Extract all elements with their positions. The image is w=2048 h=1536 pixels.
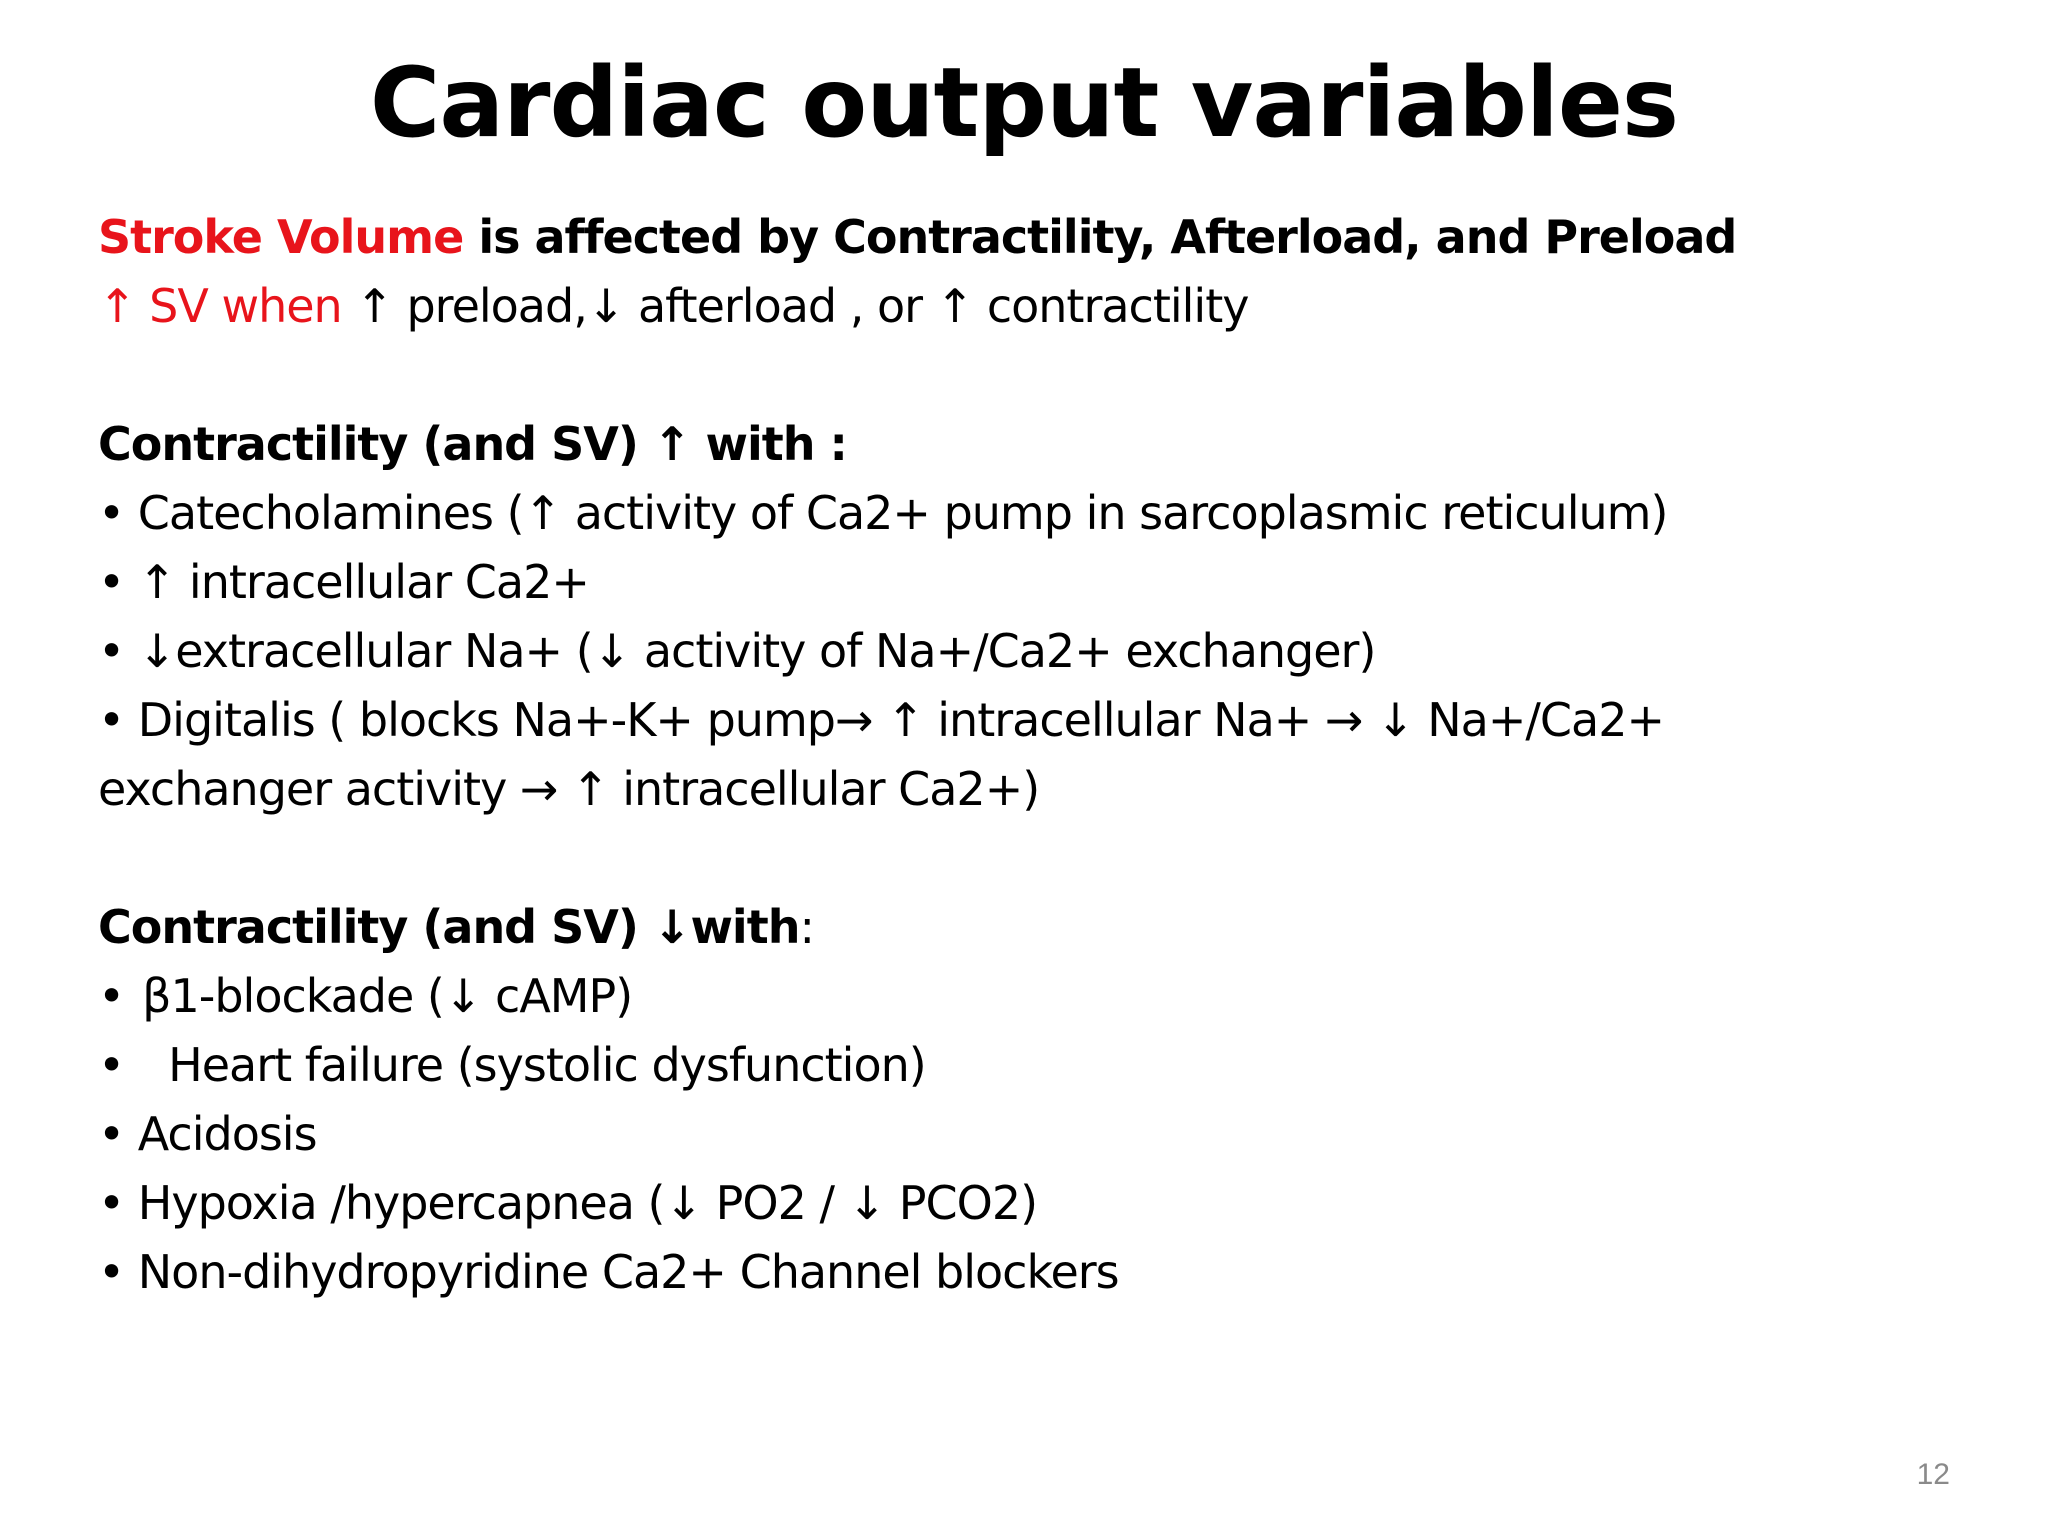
- decrease-heading-colon: :: [799, 900, 814, 954]
- decrease-item-text: Non-dihydropyridine Ca2+ Channel blockers: [137, 1245, 1119, 1299]
- increase-item-digitalis: • Digitalis ( blocks Na+-K+ pump→ ↑ intracellular Na+ → ↓ Na+/Ca2+: [98, 693, 1665, 747]
- slide-title: Cardiac output variables: [369, 47, 1679, 159]
- bullet: •: [98, 1245, 125, 1299]
- decrease-heading: [98, 893, 1978, 962]
- sv-affected-text: is affected by Contractility, Afterload, and Preload: [463, 210, 1737, 264]
- decrease-item-text: Hypoxia /hypercapnea (↓ PO2 / ↓ PCO2): [137, 1176, 1038, 1230]
- increase-item-extracellular-na: • ↓extracellular Na+ (↓ activity of Na+/Ca2+ exchanger): [98, 624, 1376, 678]
- increase-heading: Contractility (and SV) ↑ with :: [98, 417, 847, 471]
- sv-when-line: [98, 272, 1978, 341]
- increase-item-digitalis-continued: exchanger activity → ↑ intracellular Ca2+): [98, 762, 1040, 816]
- decrease-item-text: Heart failure (systolic dysfunction): [168, 1038, 926, 1092]
- decrease-item-beta-blockade: [98, 962, 1978, 1031]
- decrease-item-ca-channel-blockers: [98, 1238, 1978, 1307]
- increase-item-catecholamines: • Catecholamines (↑ activity of Ca2+ pump in sarcoplasmic reticulum): [98, 486, 1668, 540]
- decrease-item-text: β1-blockade (↓ cAMP): [142, 969, 633, 1023]
- increase-item-intracellular-ca: • ↑ intracellular Ca2+: [98, 555, 589, 609]
- spacer: [98, 824, 1978, 893]
- sv-when-label: ↑ SV when: [98, 279, 342, 333]
- decrease-item-text: Acidosis: [137, 1107, 317, 1161]
- spacer: [98, 341, 1978, 410]
- decrease-item-hypoxia: [98, 1169, 1978, 1238]
- bullet: •: [98, 1038, 125, 1092]
- page-number: 12: [1916, 1458, 1950, 1491]
- bullet: •: [98, 1176, 125, 1230]
- bullet: •: [98, 1107, 125, 1161]
- sv-affected-line: [98, 203, 1978, 272]
- decrease-item-acidosis: [98, 1100, 1978, 1169]
- bullet: •: [98, 969, 125, 1023]
- stroke-volume-label: Stroke Volume: [98, 210, 464, 264]
- slide-body: [98, 203, 1978, 1307]
- decrease-heading-text: Contractility (and SV) ↓with: [98, 900, 800, 954]
- sv-when-text: ↑ preload,↓ afterload , or ↑ contractility: [341, 279, 1249, 333]
- decrease-item-heart-failure: [98, 1031, 1978, 1100]
